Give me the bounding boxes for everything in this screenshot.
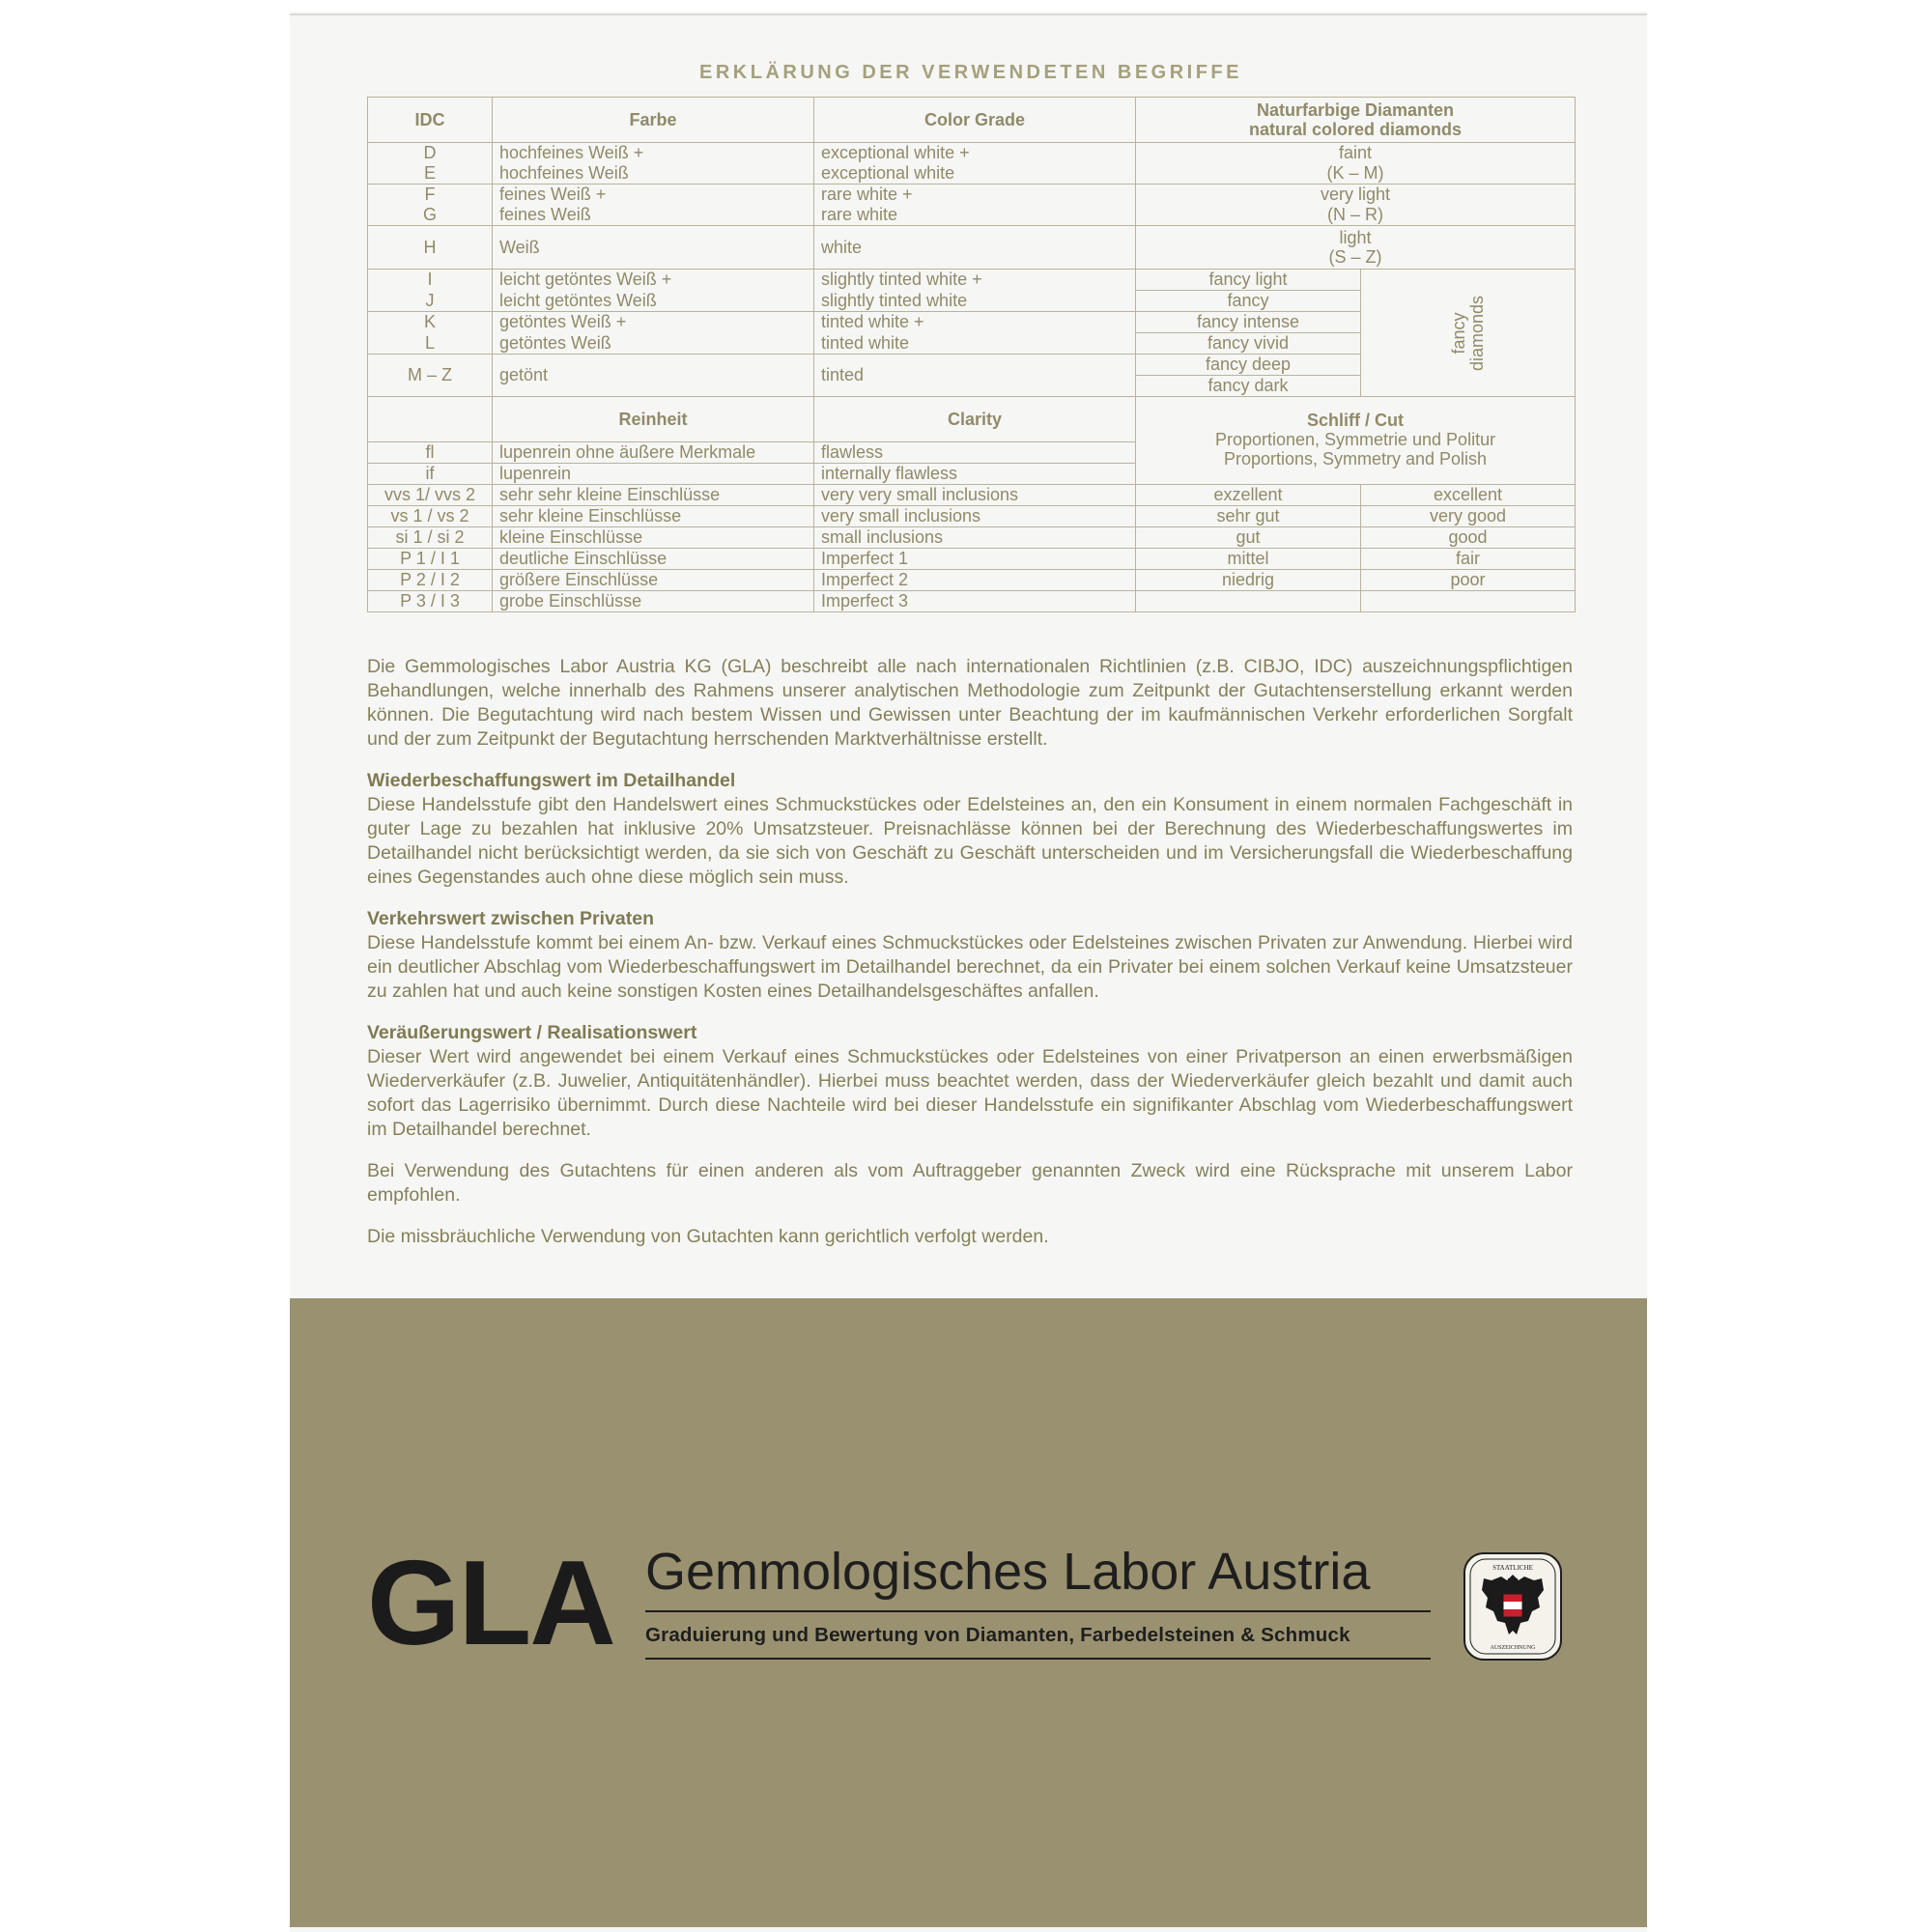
header-empty bbox=[368, 397, 493, 442]
grade-cell: rare white + bbox=[814, 185, 1136, 206]
heading-wiederbeschaffungswert: Wiederbeschaffungswert im Detailhandel bbox=[367, 770, 736, 791]
fancy-cell: fancy intense bbox=[1136, 312, 1361, 333]
table-row bbox=[368, 591, 1576, 612]
lab-tagline: Graduierung und Bewertung von Diamanten, Farbedelsteinen & Schmuck bbox=[645, 1624, 1350, 1646]
header-clarity: Clarity bbox=[814, 397, 1136, 442]
table-row bbox=[368, 226, 1576, 270]
cut-en: excellent bbox=[1361, 485, 1576, 506]
grade-cell: tinted bbox=[814, 355, 1136, 397]
table-title: ERKLÄRUNG DER VERWENDETEN BEGRIFFE bbox=[699, 62, 1242, 83]
header-natural-en: natural colored diamonds bbox=[1248, 120, 1463, 139]
clarity-en: very small inclusions bbox=[814, 506, 1136, 527]
farbe-cell: feines Weiß + bbox=[493, 185, 814, 206]
fancy-label-2: diamonds bbox=[1466, 295, 1487, 371]
fancy-label-1: fancy bbox=[1448, 311, 1468, 355]
cut-de: gut bbox=[1136, 527, 1361, 549]
heading-veraeusserungswert: Veräußerungswert / Realisationswert bbox=[367, 1022, 697, 1043]
header-farbe: Farbe bbox=[493, 98, 814, 143]
clarity-header-row bbox=[368, 397, 1576, 442]
clarity-en: Imperfect 2 bbox=[814, 570, 1136, 591]
grade-cell: tinted white + bbox=[814, 312, 1136, 333]
paragraph-verkehrswert: Diese Handelsstufe kommt bei einem An- bzw. Verkauf eines Schmuckstückes oder Edelsteines zwischen Privaten zur Anwendung. Hierbei wird ein deutlicher Abschlag vom Wiederbeschaffungswert im Detailhandel berechnet, da ein Privater bei einem solchen Verkauf keine Umsatzsteuer zu zahlen hat und auch keine sonstigen Kosten eines Detailhandelsgeschäftes anfallen. bbox=[367, 932, 1573, 1002]
heading-verkehrswert: Verkehrswert zwischen Privaten bbox=[367, 908, 654, 929]
grade-cell: tinted white bbox=[814, 333, 1136, 355]
idc-cell: G bbox=[368, 205, 493, 226]
clarity-de: grobe Einschlüsse bbox=[493, 591, 814, 612]
cut-sub-de: Proportionen, Symmetrie und Politur bbox=[1214, 430, 1496, 449]
cut-en: poor bbox=[1361, 570, 1576, 591]
natural-very-light: very light bbox=[1136, 185, 1576, 206]
farbe-cell: Weiß bbox=[493, 226, 814, 270]
header-cut bbox=[1136, 397, 1576, 485]
cut-de: niedrig bbox=[1136, 570, 1361, 591]
table-row bbox=[368, 485, 1576, 506]
cut-sub-en: Proportions, Symmetry and Polish bbox=[1223, 449, 1488, 469]
clarity-de: lupenrein bbox=[493, 464, 814, 485]
natural-very-light-range: (N – R) bbox=[1136, 205, 1576, 226]
grade-cell: rare white bbox=[814, 205, 1136, 226]
gla-logo: GLA bbox=[367, 1537, 614, 1670]
cut-empty bbox=[1361, 591, 1576, 612]
table-row bbox=[368, 185, 1576, 206]
fancy-cell: fancy light bbox=[1136, 270, 1361, 291]
cut-en: good bbox=[1361, 527, 1576, 549]
clarity-de: sehr kleine Einschlüsse bbox=[493, 506, 814, 527]
grade-cell: slightly tinted white + bbox=[814, 270, 1136, 291]
table-row bbox=[368, 163, 1576, 185]
clarity-en: very very small inclusions bbox=[814, 485, 1136, 506]
header-natural bbox=[1136, 98, 1576, 143]
natural-light bbox=[1136, 226, 1576, 270]
header-idc: IDC bbox=[368, 98, 493, 143]
clarity-code: P 2 / I 2 bbox=[368, 570, 493, 591]
idc-cell: I bbox=[368, 270, 493, 291]
clarity-code: si 1 / si 2 bbox=[368, 527, 493, 549]
header-color-grade: Color Grade bbox=[814, 98, 1136, 143]
farbe-cell: getöntes Weiß + bbox=[493, 312, 814, 333]
table-row bbox=[368, 205, 1576, 226]
lab-rule-top bbox=[645, 1610, 1431, 1612]
idc-cell: L bbox=[368, 333, 493, 355]
paragraph-ruecksprache: Bei Verwendung des Gutachtens für einen anderen als vom Auftraggeber genannten Zweck wird eine Rücksprache mit unserem Labor empfohlen. bbox=[367, 1160, 1573, 1206]
table-row bbox=[368, 143, 1576, 164]
natural-light-label: light bbox=[1339, 228, 1372, 247]
paragraph-veraeusserungswert: Dieser Wert wird angewendet bei einem Verkauf eines Schmuckstückes oder Edelsteines von einer Privatperson an einen erwerbsmäßigen Wiederverkäufer (z.B. Juwelier, Antiquitätenhändler). Hierbei muss beachtet werden, dass der Wiederverkäufer gleich bezahlt und damit auch sofort das Lagerrisiko übernimmt. Durch diese Nachteile wird bei dieser Handelsstufe ein signifikanter Abschlag vom Wiederbeschaffungswert im Detailhandel berechnet. bbox=[367, 1046, 1573, 1140]
top-divider bbox=[290, 14, 1647, 15]
paragraph-missbrauch: Die missbräuchliche Verwendung von Gutachten kann gerichtlich verfolgt werden. bbox=[367, 1226, 1049, 1247]
clarity-de: lupenrein ohne äußere Merkmale bbox=[493, 442, 814, 464]
clarity-en: Imperfect 1 bbox=[814, 549, 1136, 570]
clarity-de: sehr sehr kleine Einschlüsse bbox=[493, 485, 814, 506]
cut-title: Schliff / Cut bbox=[1307, 411, 1404, 430]
farbe-cell: getöntes Weiß bbox=[493, 333, 814, 355]
clarity-en: small inclusions bbox=[814, 527, 1136, 549]
lab-rule-bottom bbox=[645, 1658, 1431, 1660]
intro-paragraph: Die Gemmologisches Labor Austria KG (GLA) beschreibt alle nach internationalen Richtlinien (z.B. CIBJO, IDC) auszeichnungspflichtigen Behandlungen, welche innerhalb des Rahmens unserer analytischen Methodologie zum Zeitpunkt der Gutachtenserstellung erkannt werden können. Die Begutachtung wird nach bestem Wissen und Gewissen unter Beachtung der im kaufmännischen Verkehr erforderlichen Sorgfalt und der zum Zeitpunkt der Begutachtung herrschenden Marktverhältnisse erstellt. bbox=[367, 656, 1573, 750]
table-row bbox=[368, 270, 1576, 291]
natural-faint-range: (K – M) bbox=[1136, 163, 1576, 185]
seal-top-text: STAATLICHE bbox=[1492, 1564, 1533, 1572]
color-header-row bbox=[368, 98, 1576, 143]
idc-cell: K bbox=[368, 312, 493, 333]
cut-de: mittel bbox=[1136, 549, 1361, 570]
clarity-code: fl bbox=[368, 442, 493, 464]
idc-cell: H bbox=[368, 226, 493, 270]
farbe-cell: feines Weiß bbox=[493, 205, 814, 226]
cut-de: exzellent bbox=[1136, 485, 1361, 506]
fancy-cell: fancy dark bbox=[1136, 376, 1361, 397]
table-row bbox=[368, 570, 1576, 591]
clarity-de: kleine Einschlüsse bbox=[493, 527, 814, 549]
cut-de: sehr gut bbox=[1136, 506, 1361, 527]
seal-bottom-text: AUSZEICHNUNG bbox=[1490, 1645, 1536, 1651]
fancy-diamonds-cell bbox=[1361, 270, 1576, 397]
idc-cell: D bbox=[368, 143, 493, 164]
fancy-cell: fancy vivid bbox=[1136, 333, 1361, 355]
grading-table bbox=[367, 97, 1576, 612]
grade-cell: white bbox=[814, 226, 1136, 270]
idc-cell: M – Z bbox=[368, 355, 493, 397]
paragraph-wiederbeschaffungswert: Diese Handelsstufe gibt den Handelswert eines Schmuckstückes oder Edelsteines an, den ein Konsument in einem normalen Fachgeschäft in guter Lage zu bezahlen hat inklusive 20% Umsatzsteuer. Preisnachlässe können bei der Berechnung des Wiederbeschaffungswertes im Detailhandel nicht berücksichtigt werden, da sie sich von Geschäft zu Geschäft unterscheiden und im Versicherungsfall die Wiederbeschaffung eines Gegenstandes auch ohne diese möglich sein muss. bbox=[367, 794, 1573, 888]
explanatory-text bbox=[367, 655, 1573, 1266]
cut-en: very good bbox=[1361, 506, 1576, 527]
table-row bbox=[368, 549, 1576, 570]
fancy-diamonds-label bbox=[1450, 295, 1487, 370]
grade-cell: exceptional white bbox=[814, 163, 1136, 185]
clarity-en: flawless bbox=[814, 442, 1136, 464]
austrian-eagle-seal-icon bbox=[1463, 1551, 1563, 1662]
farbe-cell: hochfeines Weiß bbox=[493, 163, 814, 185]
clarity-code: P 3 / I 3 bbox=[368, 591, 493, 612]
table-row bbox=[368, 506, 1576, 527]
fancy-cell: fancy deep bbox=[1136, 355, 1361, 376]
clarity-en: Imperfect 3 bbox=[814, 591, 1136, 612]
table-row bbox=[368, 527, 1576, 549]
farbe-cell: hochfeines Weiß + bbox=[493, 143, 814, 164]
grade-cell: exceptional white + bbox=[814, 143, 1136, 164]
natural-faint: faint bbox=[1136, 143, 1576, 164]
header-reinheit: Reinheit bbox=[493, 397, 814, 442]
idc-cell: E bbox=[368, 163, 493, 185]
cut-en: fair bbox=[1361, 549, 1576, 570]
clarity-en: internally flawless bbox=[814, 464, 1136, 485]
header-natural-de: Naturfarbige Diamanten bbox=[1256, 100, 1455, 120]
clarity-code: if bbox=[368, 464, 493, 485]
idc-cell: J bbox=[368, 291, 493, 312]
cut-empty bbox=[1136, 591, 1361, 612]
grade-cell: slightly tinted white bbox=[814, 291, 1136, 312]
fancy-cell: fancy bbox=[1136, 291, 1361, 312]
natural-light-range: (S – Z) bbox=[1328, 247, 1382, 267]
lab-name: Gemmologisches Labor Austria bbox=[645, 1543, 1371, 1601]
clarity-de: größere Einschlüsse bbox=[493, 570, 814, 591]
clarity-code: vvs 1/ vvs 2 bbox=[368, 485, 493, 506]
clarity-de: deutliche Einschlüsse bbox=[493, 549, 814, 570]
farbe-cell: getönt bbox=[493, 355, 814, 397]
clarity-code: vs 1 / vs 2 bbox=[368, 506, 493, 527]
idc-cell: F bbox=[368, 185, 493, 206]
farbe-cell: leicht getöntes Weiß bbox=[493, 291, 814, 312]
farbe-cell: leicht getöntes Weiß + bbox=[493, 270, 814, 291]
clarity-code: P 1 / I 1 bbox=[368, 549, 493, 570]
